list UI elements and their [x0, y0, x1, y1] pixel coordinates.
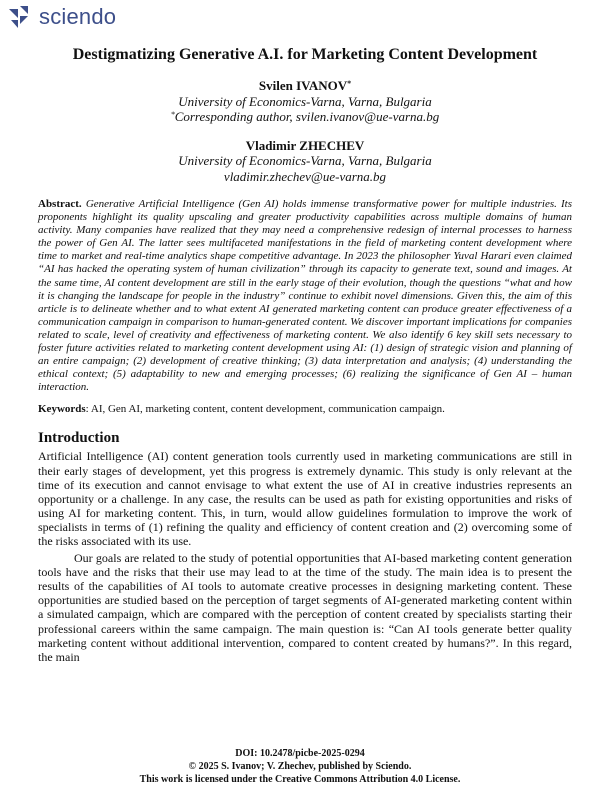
author-affiliation: University of Economics-Varna, Varna, Bulgaria [178, 93, 432, 109]
page-footer [0, 747, 600, 786]
author-email: vladimir.zhechev@ue-varna.bg [223, 168, 387, 184]
author-2 [38, 138, 572, 185]
corresponding-author-note: Corresponding author, svilen.ivanov@ue-varna.bg [174, 109, 440, 124]
note-mark: * [170, 110, 175, 119]
sciendo-logo-icon [6, 3, 34, 31]
body-paragraph: Our goals are related to the study of potential opportunities that AI-based marketing content generation tools have and the risks that their use may lead to at the time of the study. The main idea is to present the results of the capabilities of AI tools to automate creative processes in designing marketing content. These opportunities are studied based on the perception of target segments of AI-generated marketing content within a simulated campaign, which are compared with the perception of content created by specialists starting their professional careers within the same campaign. The main question is: “Can AI tools generate better quality marketing content without additional intervention, compared to content created by humans?”. In this regard, the main [38, 551, 572, 664]
keywords [38, 403, 572, 416]
publisher-name: sciendo [39, 4, 117, 29]
author-name: Svilen IVANOV [258, 78, 348, 93]
keywords-label: Keywords [38, 403, 86, 416]
author-1 [38, 78, 572, 125]
keywords-text: : AI, Gen AI, marketing content, content development, communication campaign. [85, 403, 445, 416]
publisher-logo [6, 3, 116, 31]
article-content [38, 46, 572, 664]
copyright: © 2025 S. Ivanov; V. Zhechev, published by Sciendo. [188, 761, 412, 772]
article-title: Destigmatizing Generative A.I. for Marketing Content Development [72, 46, 538, 63]
section-heading: Introduction [38, 430, 120, 447]
license: This work is licensed under the Creative Commons Attribution 4.0 License. [139, 774, 461, 785]
abstract-label: Abstract. [38, 198, 82, 210]
doi: DOI: 10.2478/picbe-2025-0294 [235, 748, 365, 759]
abstract-text: Generative Artificial Intelligence (Gen AI) holds immense transformative power for multiple industries. Its proponents highlight its quality upscaling and greater productivity capabilities across multiple domains of human activity. Many companies have realized that they may need a comprehensive redesign of internal processes to harness the power of Gen AI. The latter sees multifaceted manifestations in the field of marketing content development where time to market and real-time analytics shape competitive advantage. In 2023 the philosopher Yuval Harari even claimed “AI has hacked the operating system of human civilization” through its capacity to generate text, sound and images. At the same time, AI content development are still in the early stage of their evolution, though the questions “what and how it is changing the landscape for people in the industry” continue to exhibit novel dimensions. Given this, the aim of this article is to delineate whether and to what extent AI generated marketing content can produce greater effectiveness of a communication campaign in comparison to human-generated content. We discover important implications for companies related to scale, level of creativity and effectiveness of marketing content. We also identify 6 key skill sets necessary to foster future activities related to marketing content development using AI: (1) design of strategic vision and planning of an entire campaign; (2) development of creative thinking; (3) data interpretation and analysis; (4) understanding the ethical context; (5) adaptability to new and emerging processes; (6) realizing the significance of Gen AI – human interaction. [38, 198, 572, 394]
author-name: Vladimir ZHECHEV [245, 137, 365, 153]
abstract [38, 198, 572, 394]
body-paragraph: Artificial Intelligence (AI) content generation tools currently used in marketing communications are still in their early stages of development, yet this progress is extremely dynamic. This study is only relevant at the time of its execution and cannot envisage to what extent the use of AI in creative industries represents an opportunity or a challenge. In any case, the results can be used as path for existing opportunities and risks of using AI for marketing content. This, in turn, would allow guidelines formulation to improve the work of specialists in terms of (1) refining the quality and efficiency of content creation and (2) overcoming some of the risks associated with its use. [38, 449, 572, 548]
author-affiliation: University of Economics-Varna, Varna, Bulgaria [178, 153, 432, 168]
author-mark: * [347, 79, 352, 88]
